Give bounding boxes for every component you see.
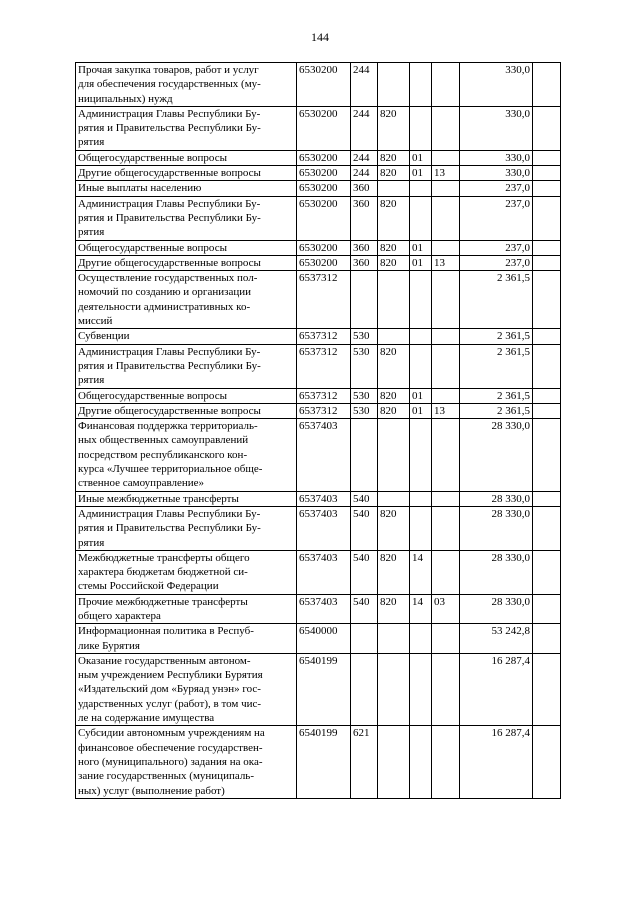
amount-cell: 237,0 xyxy=(460,255,533,270)
subsection-cell xyxy=(432,726,460,798)
item-name-line: Оказание государственным автоном- xyxy=(78,654,251,667)
item-name-line: стемы Российской Федерации xyxy=(78,580,219,593)
target-code-cell: 6530200 xyxy=(297,196,351,240)
table-row xyxy=(76,403,561,418)
section-cell xyxy=(410,653,432,725)
budget-table xyxy=(75,62,561,799)
amount-cell: 28 330,0 xyxy=(460,419,533,491)
table-row xyxy=(76,271,561,329)
ministry-code-cell: 820 xyxy=(378,255,410,270)
expense-type-cell: 360 xyxy=(351,181,378,196)
subsection-cell: 13 xyxy=(432,166,460,181)
subsection-cell: 03 xyxy=(432,594,460,624)
amount-cell: 2 361,5 xyxy=(460,403,533,418)
ministry-code-cell xyxy=(378,726,410,798)
amount-cell: 53 242,8 xyxy=(460,624,533,654)
empty-cell xyxy=(533,329,561,344)
expense-type-cell: 360 xyxy=(351,196,378,240)
item-name-line: рятия xyxy=(78,536,105,549)
item-name-line: ных общественных самоуправлений xyxy=(78,434,249,447)
section-cell xyxy=(410,63,432,107)
item-name-cell xyxy=(76,403,297,418)
table-row xyxy=(76,166,561,181)
subsection-cell xyxy=(432,624,460,654)
target-code-cell: 6537312 xyxy=(297,388,351,403)
empty-cell xyxy=(533,240,561,255)
item-name-line: рятия и Правительства Республики Бу- xyxy=(78,122,261,135)
subsection-cell xyxy=(432,491,460,506)
item-name-line: Прочие межбюджетные трансферты xyxy=(78,595,248,608)
item-name-line: Межбюджетные трансферты общего xyxy=(78,551,250,564)
ministry-code-cell: 820 xyxy=(378,550,410,594)
ministry-code-cell xyxy=(378,181,410,196)
item-name-line: характера бюджетам бюджетной си- xyxy=(78,566,248,579)
item-name-cell xyxy=(76,166,297,181)
subsection-cell xyxy=(432,506,460,550)
empty-cell xyxy=(533,726,561,798)
expense-type-cell: 244 xyxy=(351,63,378,107)
item-name-cell xyxy=(76,653,297,725)
table-row xyxy=(76,594,561,624)
item-name-cell xyxy=(76,106,297,150)
subsection-cell xyxy=(432,271,460,329)
section-cell xyxy=(410,419,432,491)
item-name-line: номочий по созданию и организации xyxy=(78,286,251,299)
ministry-code-cell: 820 xyxy=(378,166,410,181)
item-name-line: деятельности административных ко- xyxy=(78,300,251,313)
empty-cell xyxy=(533,550,561,594)
item-name-cell xyxy=(76,196,297,240)
item-name-line: рятия xyxy=(78,226,105,239)
table-row xyxy=(76,506,561,550)
amount-cell: 330,0 xyxy=(460,63,533,107)
section-cell xyxy=(410,624,432,654)
item-name-cell xyxy=(76,506,297,550)
table-row xyxy=(76,255,561,270)
ministry-code-cell: 820 xyxy=(378,506,410,550)
ministry-code-cell: 820 xyxy=(378,240,410,255)
ministry-code-cell: 820 xyxy=(378,344,410,388)
expense-type-cell: 244 xyxy=(351,150,378,165)
section-cell xyxy=(410,271,432,329)
item-name-cell xyxy=(76,271,297,329)
item-name-line: ниципальных) нужд xyxy=(78,92,173,105)
amount-cell: 237,0 xyxy=(460,181,533,196)
target-code-cell: 6537403 xyxy=(297,550,351,594)
expense-type-cell xyxy=(351,653,378,725)
subsection-cell: 13 xyxy=(432,403,460,418)
section-cell: 01 xyxy=(410,255,432,270)
expense-type-cell: 530 xyxy=(351,329,378,344)
table-row xyxy=(76,329,561,344)
empty-cell xyxy=(533,491,561,506)
empty-cell xyxy=(533,624,561,654)
ministry-code-cell: 820 xyxy=(378,196,410,240)
item-name-line: рятия и Правительства Республики Бу- xyxy=(78,522,261,535)
empty-cell xyxy=(533,106,561,150)
item-name-cell xyxy=(76,150,297,165)
section-cell xyxy=(410,329,432,344)
table-row xyxy=(76,388,561,403)
empty-cell xyxy=(533,150,561,165)
item-name-line: Финансовая поддержка территориаль- xyxy=(78,420,258,433)
subsection-cell xyxy=(432,329,460,344)
subsection-cell xyxy=(432,240,460,255)
expense-type-cell: 530 xyxy=(351,344,378,388)
empty-cell xyxy=(533,419,561,491)
amount-cell: 28 330,0 xyxy=(460,594,533,624)
item-name-line: рятия xyxy=(78,136,105,149)
item-name-line: посредством республиканского кон- xyxy=(78,448,248,461)
target-code-cell: 6537403 xyxy=(297,491,351,506)
item-name-line: «Издательский дом «Буряад унэн» гос- xyxy=(78,683,261,696)
subsection-cell xyxy=(432,550,460,594)
amount-cell: 2 361,5 xyxy=(460,271,533,329)
amount-cell: 28 330,0 xyxy=(460,506,533,550)
section-cell xyxy=(410,726,432,798)
ministry-code-cell xyxy=(378,63,410,107)
expense-type-cell xyxy=(351,419,378,491)
subsection-cell: 13 xyxy=(432,255,460,270)
item-name-line: финансовое обеспечение государствен- xyxy=(78,741,263,754)
expense-type-cell: 540 xyxy=(351,506,378,550)
target-code-cell: 6537403 xyxy=(297,419,351,491)
ministry-code-cell: 820 xyxy=(378,106,410,150)
amount-cell: 2 361,5 xyxy=(460,344,533,388)
expense-type-cell xyxy=(351,271,378,329)
subsection-cell xyxy=(432,419,460,491)
subsection-cell xyxy=(432,181,460,196)
table-row xyxy=(76,181,561,196)
item-name-cell xyxy=(76,594,297,624)
table-row xyxy=(76,550,561,594)
empty-cell xyxy=(533,271,561,329)
table-row xyxy=(76,63,561,107)
target-code-cell: 6530200 xyxy=(297,166,351,181)
empty-cell xyxy=(533,166,561,181)
target-code-cell: 6537312 xyxy=(297,344,351,388)
ministry-code-cell: 820 xyxy=(378,388,410,403)
item-name-line: Общегосударственные вопросы xyxy=(78,241,227,254)
item-name-cell xyxy=(76,550,297,594)
item-name-line: Субсидии автономным учреждениям на xyxy=(78,727,265,740)
amount-cell: 2 361,5 xyxy=(460,388,533,403)
item-name-line: зание государственных (муниципаль- xyxy=(78,770,254,783)
empty-cell xyxy=(533,506,561,550)
ministry-code-cell: 820 xyxy=(378,150,410,165)
section-cell xyxy=(410,344,432,388)
table-row xyxy=(76,419,561,491)
table-row xyxy=(76,240,561,255)
item-name-line: Общегосударственные вопросы xyxy=(78,389,227,402)
ministry-code-cell xyxy=(378,419,410,491)
ministry-code-cell xyxy=(378,653,410,725)
page-number: 144 xyxy=(311,30,329,44)
section-cell: 01 xyxy=(410,388,432,403)
amount-cell: 330,0 xyxy=(460,166,533,181)
item-name-cell xyxy=(76,624,297,654)
section-cell xyxy=(410,196,432,240)
subsection-cell xyxy=(432,344,460,388)
section-cell xyxy=(410,181,432,196)
item-name-line: ле на содержание имущества xyxy=(78,712,215,725)
item-name-line: Осуществление государственных пол- xyxy=(78,272,258,285)
amount-cell: 28 330,0 xyxy=(460,491,533,506)
subsection-cell xyxy=(432,388,460,403)
item-name-cell xyxy=(76,491,297,506)
item-name-line: Администрация Главы Республики Бу- xyxy=(78,107,261,120)
item-name-cell xyxy=(76,329,297,344)
empty-cell xyxy=(533,181,561,196)
item-name-line: Информационная политика в Респуб- xyxy=(78,625,254,638)
item-name-line: Иные межбюджетные трансферты xyxy=(78,492,239,505)
table-row xyxy=(76,106,561,150)
target-code-cell: 6530200 xyxy=(297,106,351,150)
item-name-line: Другие общегосударственные вопросы xyxy=(78,167,261,180)
item-name-cell xyxy=(76,419,297,491)
section-cell: 01 xyxy=(410,166,432,181)
empty-cell xyxy=(533,63,561,107)
item-name-cell xyxy=(76,344,297,388)
section-cell xyxy=(410,106,432,150)
section-cell: 01 xyxy=(410,403,432,418)
item-name-cell xyxy=(76,726,297,798)
target-code-cell: 6530200 xyxy=(297,63,351,107)
section-cell xyxy=(410,506,432,550)
target-code-cell: 6537312 xyxy=(297,271,351,329)
subsection-cell xyxy=(432,653,460,725)
target-code-cell: 6530200 xyxy=(297,181,351,196)
target-code-cell: 6537403 xyxy=(297,506,351,550)
amount-cell: 330,0 xyxy=(460,150,533,165)
ministry-code-cell xyxy=(378,271,410,329)
item-name-cell xyxy=(76,255,297,270)
expense-type-cell: 530 xyxy=(351,388,378,403)
table-row xyxy=(76,491,561,506)
target-code-cell: 6540199 xyxy=(297,653,351,725)
target-code-cell: 6530200 xyxy=(297,150,351,165)
subsection-cell xyxy=(432,106,460,150)
ministry-code-cell: 820 xyxy=(378,403,410,418)
section-cell xyxy=(410,491,432,506)
item-name-cell xyxy=(76,63,297,107)
table-row xyxy=(76,150,561,165)
expense-type-cell: 244 xyxy=(351,166,378,181)
target-code-cell: 6537403 xyxy=(297,594,351,624)
amount-cell: 2 361,5 xyxy=(460,329,533,344)
item-name-line: рятия и Правительства Республики Бу- xyxy=(78,211,261,224)
item-name-line: ным учреждением Республики Бурятия xyxy=(78,669,263,682)
subsection-cell xyxy=(432,63,460,107)
section-cell: 01 xyxy=(410,150,432,165)
expense-type-cell: 530 xyxy=(351,403,378,418)
target-code-cell: 6540000 xyxy=(297,624,351,654)
target-code-cell: 6537312 xyxy=(297,329,351,344)
item-name-line: рятия xyxy=(78,374,105,387)
expense-type-cell: 621 xyxy=(351,726,378,798)
target-code-cell: 6530200 xyxy=(297,240,351,255)
item-name-line: ударственных услуг (работ), в том чис- xyxy=(78,697,262,710)
ministry-code-cell xyxy=(378,329,410,344)
item-name-line: для обеспечения государственных (му- xyxy=(78,78,261,91)
item-name-line: ных) услуг (выполнение работ) xyxy=(78,784,225,797)
item-name-line: ственное самоуправление» xyxy=(78,477,205,490)
item-name-line: Администрация Главы Республики Бу- xyxy=(78,507,261,520)
table-row xyxy=(76,196,561,240)
expense-type-cell: 360 xyxy=(351,240,378,255)
target-code-cell: 6540199 xyxy=(297,726,351,798)
target-code-cell: 6530200 xyxy=(297,255,351,270)
item-name-line: Общегосударственные вопросы xyxy=(78,151,227,164)
item-name-cell xyxy=(76,388,297,403)
empty-cell xyxy=(533,403,561,418)
ministry-code-cell: 820 xyxy=(378,594,410,624)
table-row xyxy=(76,726,561,798)
amount-cell: 16 287,4 xyxy=(460,726,533,798)
item-name-line: Субвенции xyxy=(78,330,130,343)
amount-cell: 28 330,0 xyxy=(460,550,533,594)
item-name-line: Другие общегосударственные вопросы xyxy=(78,404,261,417)
item-name-line: лике Бурятия xyxy=(78,639,140,652)
item-name-line: Другие общегосударственные вопросы xyxy=(78,256,261,269)
section-cell: 01 xyxy=(410,240,432,255)
table-row xyxy=(76,653,561,725)
item-name-line: Администрация Главы Республики Бу- xyxy=(78,345,261,358)
subsection-cell xyxy=(432,196,460,240)
ministry-code-cell xyxy=(378,624,410,654)
item-name-line: курса «Лучшее территориальное обще- xyxy=(78,463,263,476)
amount-cell: 237,0 xyxy=(460,196,533,240)
item-name-line: Иные выплаты населению xyxy=(78,182,202,195)
section-cell: 14 xyxy=(410,550,432,594)
item-name-line: ного (муниципального) задания на ока- xyxy=(78,755,263,768)
empty-cell xyxy=(533,594,561,624)
item-name-cell xyxy=(76,181,297,196)
subsection-cell xyxy=(432,150,460,165)
item-name-line: Прочая закупка товаров, работ и услуг xyxy=(78,64,259,76)
empty-cell xyxy=(533,388,561,403)
expense-type-cell: 244 xyxy=(351,106,378,150)
table-row xyxy=(76,344,561,388)
amount-cell: 330,0 xyxy=(460,106,533,150)
expense-type-cell: 360 xyxy=(351,255,378,270)
expense-type-cell xyxy=(351,624,378,654)
item-name-cell xyxy=(76,240,297,255)
empty-cell xyxy=(533,653,561,725)
ministry-code-cell xyxy=(378,491,410,506)
empty-cell xyxy=(533,344,561,388)
amount-cell: 16 287,4 xyxy=(460,653,533,725)
target-code-cell: 6537312 xyxy=(297,403,351,418)
item-name-line: миссий xyxy=(78,315,113,328)
expense-type-cell: 540 xyxy=(351,491,378,506)
amount-cell: 237,0 xyxy=(460,240,533,255)
expense-type-cell: 540 xyxy=(351,550,378,594)
empty-cell xyxy=(533,196,561,240)
item-name-line: рятия и Правительства Республики Бу- xyxy=(78,359,261,372)
expense-type-cell: 540 xyxy=(351,594,378,624)
table-body xyxy=(76,63,561,799)
item-name-line: Администрация Главы Республики Бу- xyxy=(78,197,261,210)
empty-cell xyxy=(533,255,561,270)
section-cell: 14 xyxy=(410,594,432,624)
table-row xyxy=(76,624,561,654)
item-name-line: общего характера xyxy=(78,609,161,622)
